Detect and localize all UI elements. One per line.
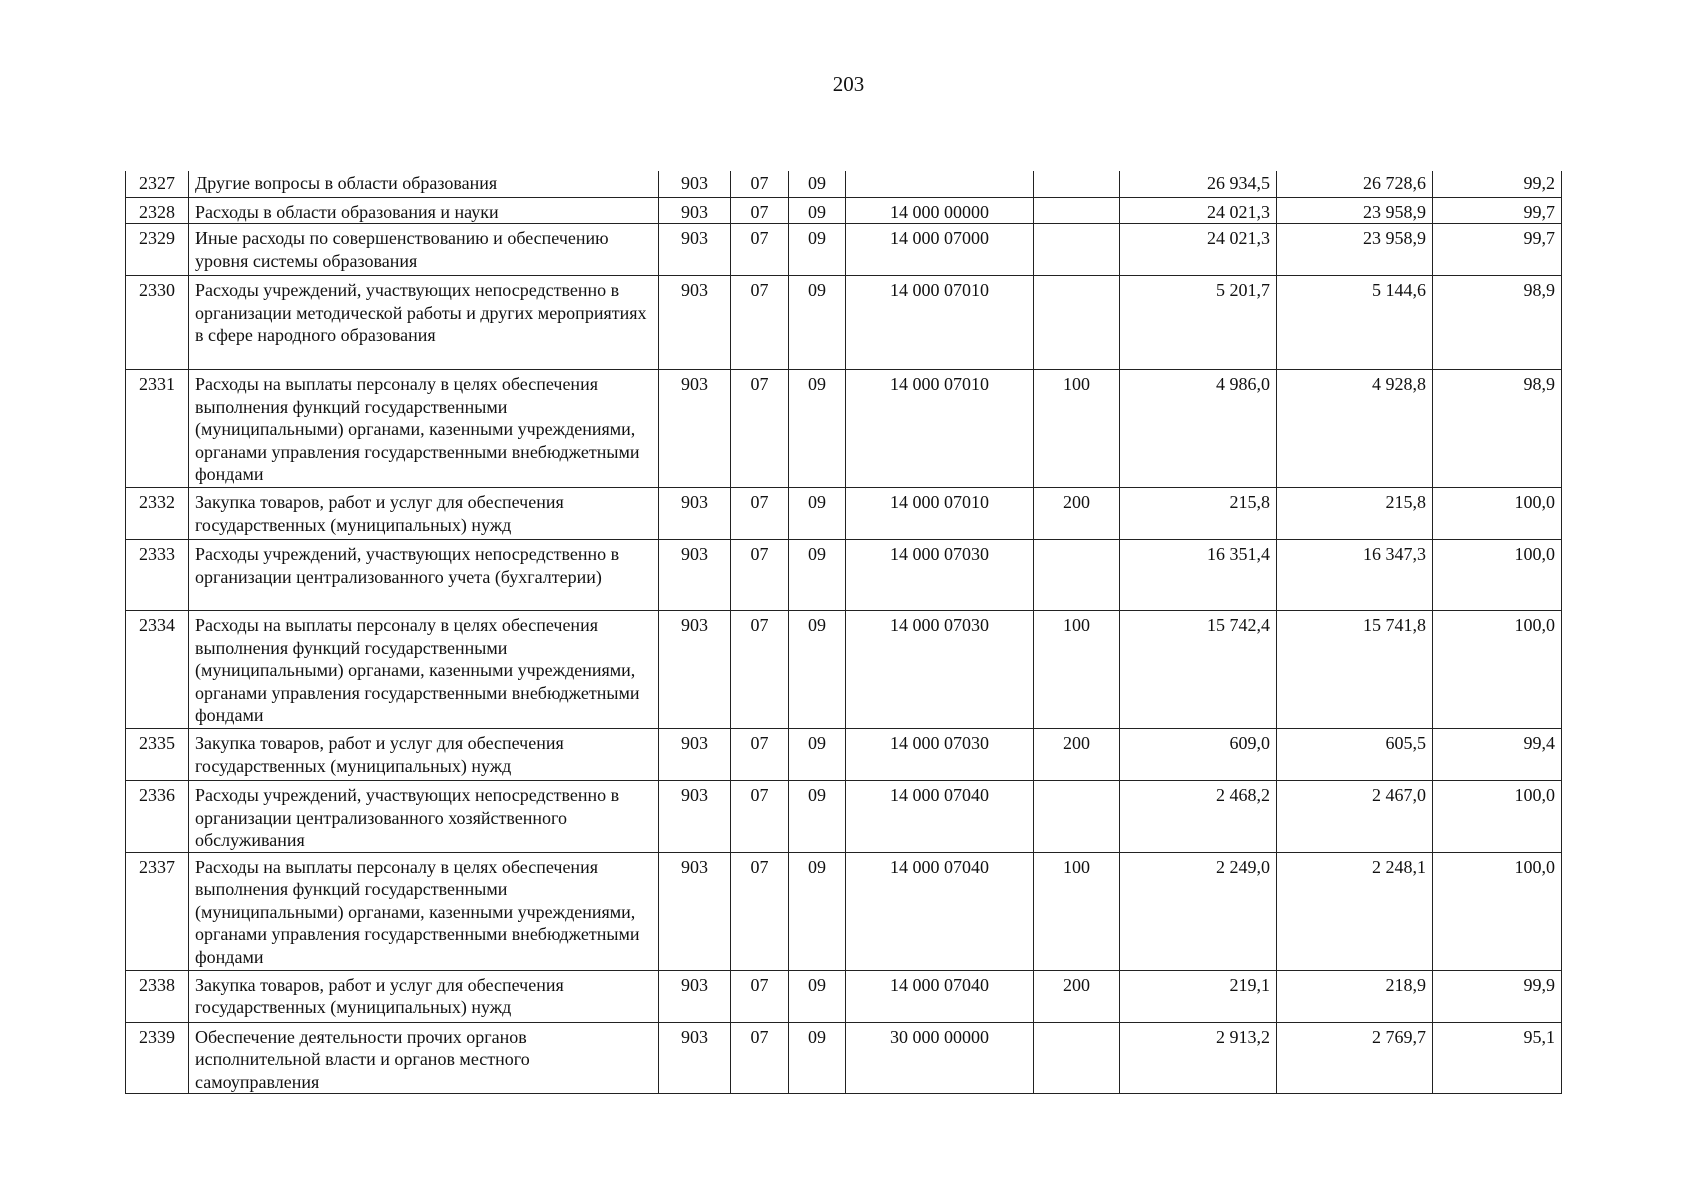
article-code-cell: 14 000 07010 <box>846 488 1034 540</box>
org-code-cell: 903 <box>659 729 731 781</box>
article-code-cell: 14 000 07030 <box>846 729 1034 781</box>
fact-amount-cell: 23 958,9 <box>1277 197 1433 224</box>
row-number-cell: 2334 <box>126 611 189 729</box>
expense-type-cell: 200 <box>1034 488 1120 540</box>
article-code-cell: 14 000 07030 <box>846 611 1034 729</box>
plan-amount-cell: 16 351,4 <box>1120 540 1277 611</box>
row-name-cell: Расходы на выплаты персоналу в целях обеспечения выполнения функций государственными (муниципальными) органами, казенными учреждениями, органами управления государственными внебюджетными фондами <box>189 370 659 488</box>
expense-type-cell: 200 <box>1034 970 1120 1022</box>
row-name-cell: Расходы на выплаты персоналу в целях обеспечения выполнения функций государственными (муниципальными) органами, казенными учреждениями, органами управления государственными внебюджетными фондами <box>189 611 659 729</box>
table-row <box>126 1022 1562 1094</box>
article-code-cell: 14 000 07040 <box>846 781 1034 853</box>
row-name-cell: Закупка товаров, работ и услуг для обеспечения государственных (муниципальных) нужд <box>189 729 659 781</box>
section-code-cell: 07 <box>731 781 789 853</box>
article-code-cell: 14 000 07030 <box>846 540 1034 611</box>
article-code-cell: 14 000 07040 <box>846 970 1034 1022</box>
section-code-cell: 07 <box>731 224 789 276</box>
plan-amount-cell: 26 934,5 <box>1120 171 1277 197</box>
percent-cell: 100,0 <box>1433 540 1562 611</box>
plan-amount-cell: 2 468,2 <box>1120 781 1277 853</box>
fact-amount-cell: 2 248,1 <box>1277 852 1433 970</box>
section-code-cell: 07 <box>731 852 789 970</box>
row-name-cell: Закупка товаров, работ и услуг для обеспечения государственных (муниципальных) нужд <box>189 488 659 540</box>
plan-amount-cell: 24 021,3 <box>1120 224 1277 276</box>
fact-amount-cell: 26 728,6 <box>1277 171 1433 197</box>
fact-amount-cell: 16 347,3 <box>1277 540 1433 611</box>
percent-cell: 99,2 <box>1433 171 1562 197</box>
org-code-cell: 903 <box>659 197 731 224</box>
expense-type-cell <box>1034 781 1120 853</box>
row-number-cell: 2335 <box>126 729 189 781</box>
plan-amount-cell: 2 249,0 <box>1120 852 1277 970</box>
org-code-cell: 903 <box>659 970 731 1022</box>
row-number-cell: 2327 <box>126 171 189 197</box>
plan-amount-cell: 2 913,2 <box>1120 1022 1277 1094</box>
percent-cell: 99,7 <box>1433 224 1562 276</box>
table-row <box>126 852 1562 970</box>
percent-cell: 98,9 <box>1433 370 1562 488</box>
fact-amount-cell: 15 741,8 <box>1277 611 1433 729</box>
fact-amount-cell: 215,8 <box>1277 488 1433 540</box>
subsection-code-cell: 09 <box>789 970 846 1022</box>
subsection-code-cell: 09 <box>789 540 846 611</box>
row-number-cell: 2332 <box>126 488 189 540</box>
expense-type-cell: 100 <box>1034 370 1120 488</box>
subsection-code-cell: 09 <box>789 171 846 197</box>
section-code-cell: 07 <box>731 970 789 1022</box>
org-code-cell: 903 <box>659 540 731 611</box>
plan-amount-cell: 24 021,3 <box>1120 197 1277 224</box>
subsection-code-cell: 09 <box>789 488 846 540</box>
org-code-cell: 903 <box>659 852 731 970</box>
table-row <box>126 488 1562 540</box>
fact-amount-cell: 2 769,7 <box>1277 1022 1433 1094</box>
subsection-code-cell: 09 <box>789 370 846 488</box>
percent-cell: 99,4 <box>1433 729 1562 781</box>
article-code-cell: 30 000 00000 <box>846 1022 1034 1094</box>
row-number-cell: 2329 <box>126 224 189 276</box>
row-number-cell: 2331 <box>126 370 189 488</box>
expense-type-cell: 100 <box>1034 852 1120 970</box>
table-row <box>126 611 1562 729</box>
plan-amount-cell: 215,8 <box>1120 488 1277 540</box>
row-name-cell: Расходы учреждений, участвующих непосредственно в организации централизованного учета (бухгалтерии) <box>189 540 659 611</box>
expense-type-cell: 200 <box>1034 729 1120 781</box>
budget-table <box>125 171 1562 1094</box>
row-number-cell: 2337 <box>126 852 189 970</box>
subsection-code-cell: 09 <box>789 1022 846 1094</box>
row-name-cell: Другие вопросы в области образования <box>189 171 659 197</box>
subsection-code-cell: 09 <box>789 611 846 729</box>
table-row <box>126 197 1562 224</box>
org-code-cell: 903 <box>659 224 731 276</box>
section-code-cell: 07 <box>731 276 789 370</box>
fact-amount-cell: 5 144,6 <box>1277 276 1433 370</box>
percent-cell: 100,0 <box>1433 852 1562 970</box>
row-number-cell: 2330 <box>126 276 189 370</box>
subsection-code-cell: 09 <box>789 781 846 853</box>
row-name-cell: Расходы на выплаты персоналу в целях обеспечения выполнения функций государственными (муниципальными) органами, казенными учреждениями, органами управления государственными внебюджетными фондами <box>189 852 659 970</box>
org-code-cell: 903 <box>659 611 731 729</box>
article-code-cell: 14 000 07040 <box>846 852 1034 970</box>
expense-type-cell <box>1034 171 1120 197</box>
subsection-code-cell: 09 <box>789 276 846 370</box>
table-row <box>126 224 1562 276</box>
section-code-cell: 07 <box>731 488 789 540</box>
subsection-code-cell: 09 <box>789 224 846 276</box>
row-name-cell: Обеспечение деятельности прочих органов исполнительной власти и органов местного самоуправления <box>189 1022 659 1094</box>
table-row <box>126 370 1562 488</box>
section-code-cell: 07 <box>731 1022 789 1094</box>
section-code-cell: 07 <box>731 729 789 781</box>
table-row <box>126 171 1562 197</box>
section-code-cell: 07 <box>731 171 789 197</box>
plan-amount-cell: 609,0 <box>1120 729 1277 781</box>
fact-amount-cell: 23 958,9 <box>1277 224 1433 276</box>
article-code-cell: 14 000 07010 <box>846 276 1034 370</box>
plan-amount-cell: 4 986,0 <box>1120 370 1277 488</box>
table-row <box>126 729 1562 781</box>
plan-amount-cell: 15 742,4 <box>1120 611 1277 729</box>
org-code-cell: 903 <box>659 370 731 488</box>
budget-table-body <box>126 171 1562 1094</box>
plan-amount-cell: 219,1 <box>1120 970 1277 1022</box>
article-code-cell: 14 000 00000 <box>846 197 1034 224</box>
row-number-cell: 2333 <box>126 540 189 611</box>
fact-amount-cell: 2 467,0 <box>1277 781 1433 853</box>
article-code-cell: 14 000 07010 <box>846 370 1034 488</box>
row-number-cell: 2336 <box>126 781 189 853</box>
section-code-cell: 07 <box>731 197 789 224</box>
expense-type-cell <box>1034 1022 1120 1094</box>
expense-type-cell: 100 <box>1034 611 1120 729</box>
org-code-cell: 903 <box>659 488 731 540</box>
org-code-cell: 903 <box>659 171 731 197</box>
row-name-cell: Закупка товаров, работ и услуг для обеспечения государственных (муниципальных) нужд <box>189 970 659 1022</box>
org-code-cell: 903 <box>659 781 731 853</box>
fact-amount-cell: 605,5 <box>1277 729 1433 781</box>
expense-type-cell <box>1034 197 1120 224</box>
percent-cell: 100,0 <box>1433 611 1562 729</box>
expense-type-cell <box>1034 276 1120 370</box>
table-row <box>126 970 1562 1022</box>
section-code-cell: 07 <box>731 370 789 488</box>
subsection-code-cell: 09 <box>789 729 846 781</box>
section-code-cell: 07 <box>731 611 789 729</box>
percent-cell: 100,0 <box>1433 488 1562 540</box>
row-number-cell: 2339 <box>126 1022 189 1094</box>
article-code-cell: 14 000 07000 <box>846 224 1034 276</box>
subsection-code-cell: 09 <box>789 197 846 224</box>
expense-type-cell <box>1034 540 1120 611</box>
section-code-cell: 07 <box>731 540 789 611</box>
table-row <box>126 540 1562 611</box>
article-code-cell <box>846 171 1034 197</box>
fact-amount-cell: 4 928,8 <box>1277 370 1433 488</box>
percent-cell: 100,0 <box>1433 781 1562 853</box>
row-name-cell: Расходы учреждений, участвующих непосредственно в организации методической работы и других мероприятиях в сфере народного образования <box>189 276 659 370</box>
table-row <box>126 276 1562 370</box>
org-code-cell: 903 <box>659 1022 731 1094</box>
row-name-cell: Иные расходы по совершенствованию и обеспечению уровня системы образования <box>189 224 659 276</box>
plan-amount-cell: 5 201,7 <box>1120 276 1277 370</box>
percent-cell: 95,1 <box>1433 1022 1562 1094</box>
fact-amount-cell: 218,9 <box>1277 970 1433 1022</box>
subsection-code-cell: 09 <box>789 852 846 970</box>
table-row <box>126 781 1562 853</box>
row-number-cell: 2328 <box>126 197 189 224</box>
percent-cell: 99,9 <box>1433 970 1562 1022</box>
row-number-cell: 2338 <box>126 970 189 1022</box>
org-code-cell: 903 <box>659 276 731 370</box>
row-name-cell: Расходы в области образования и науки <box>189 197 659 224</box>
row-name-cell: Расходы учреждений, участвующих непосредственно в организации централизованного хозяйственного обслуживания <box>189 781 659 853</box>
percent-cell: 99,7 <box>1433 197 1562 224</box>
percent-cell: 98,9 <box>1433 276 1562 370</box>
expense-type-cell <box>1034 224 1120 276</box>
page-number: 203 <box>832 72 865 96</box>
